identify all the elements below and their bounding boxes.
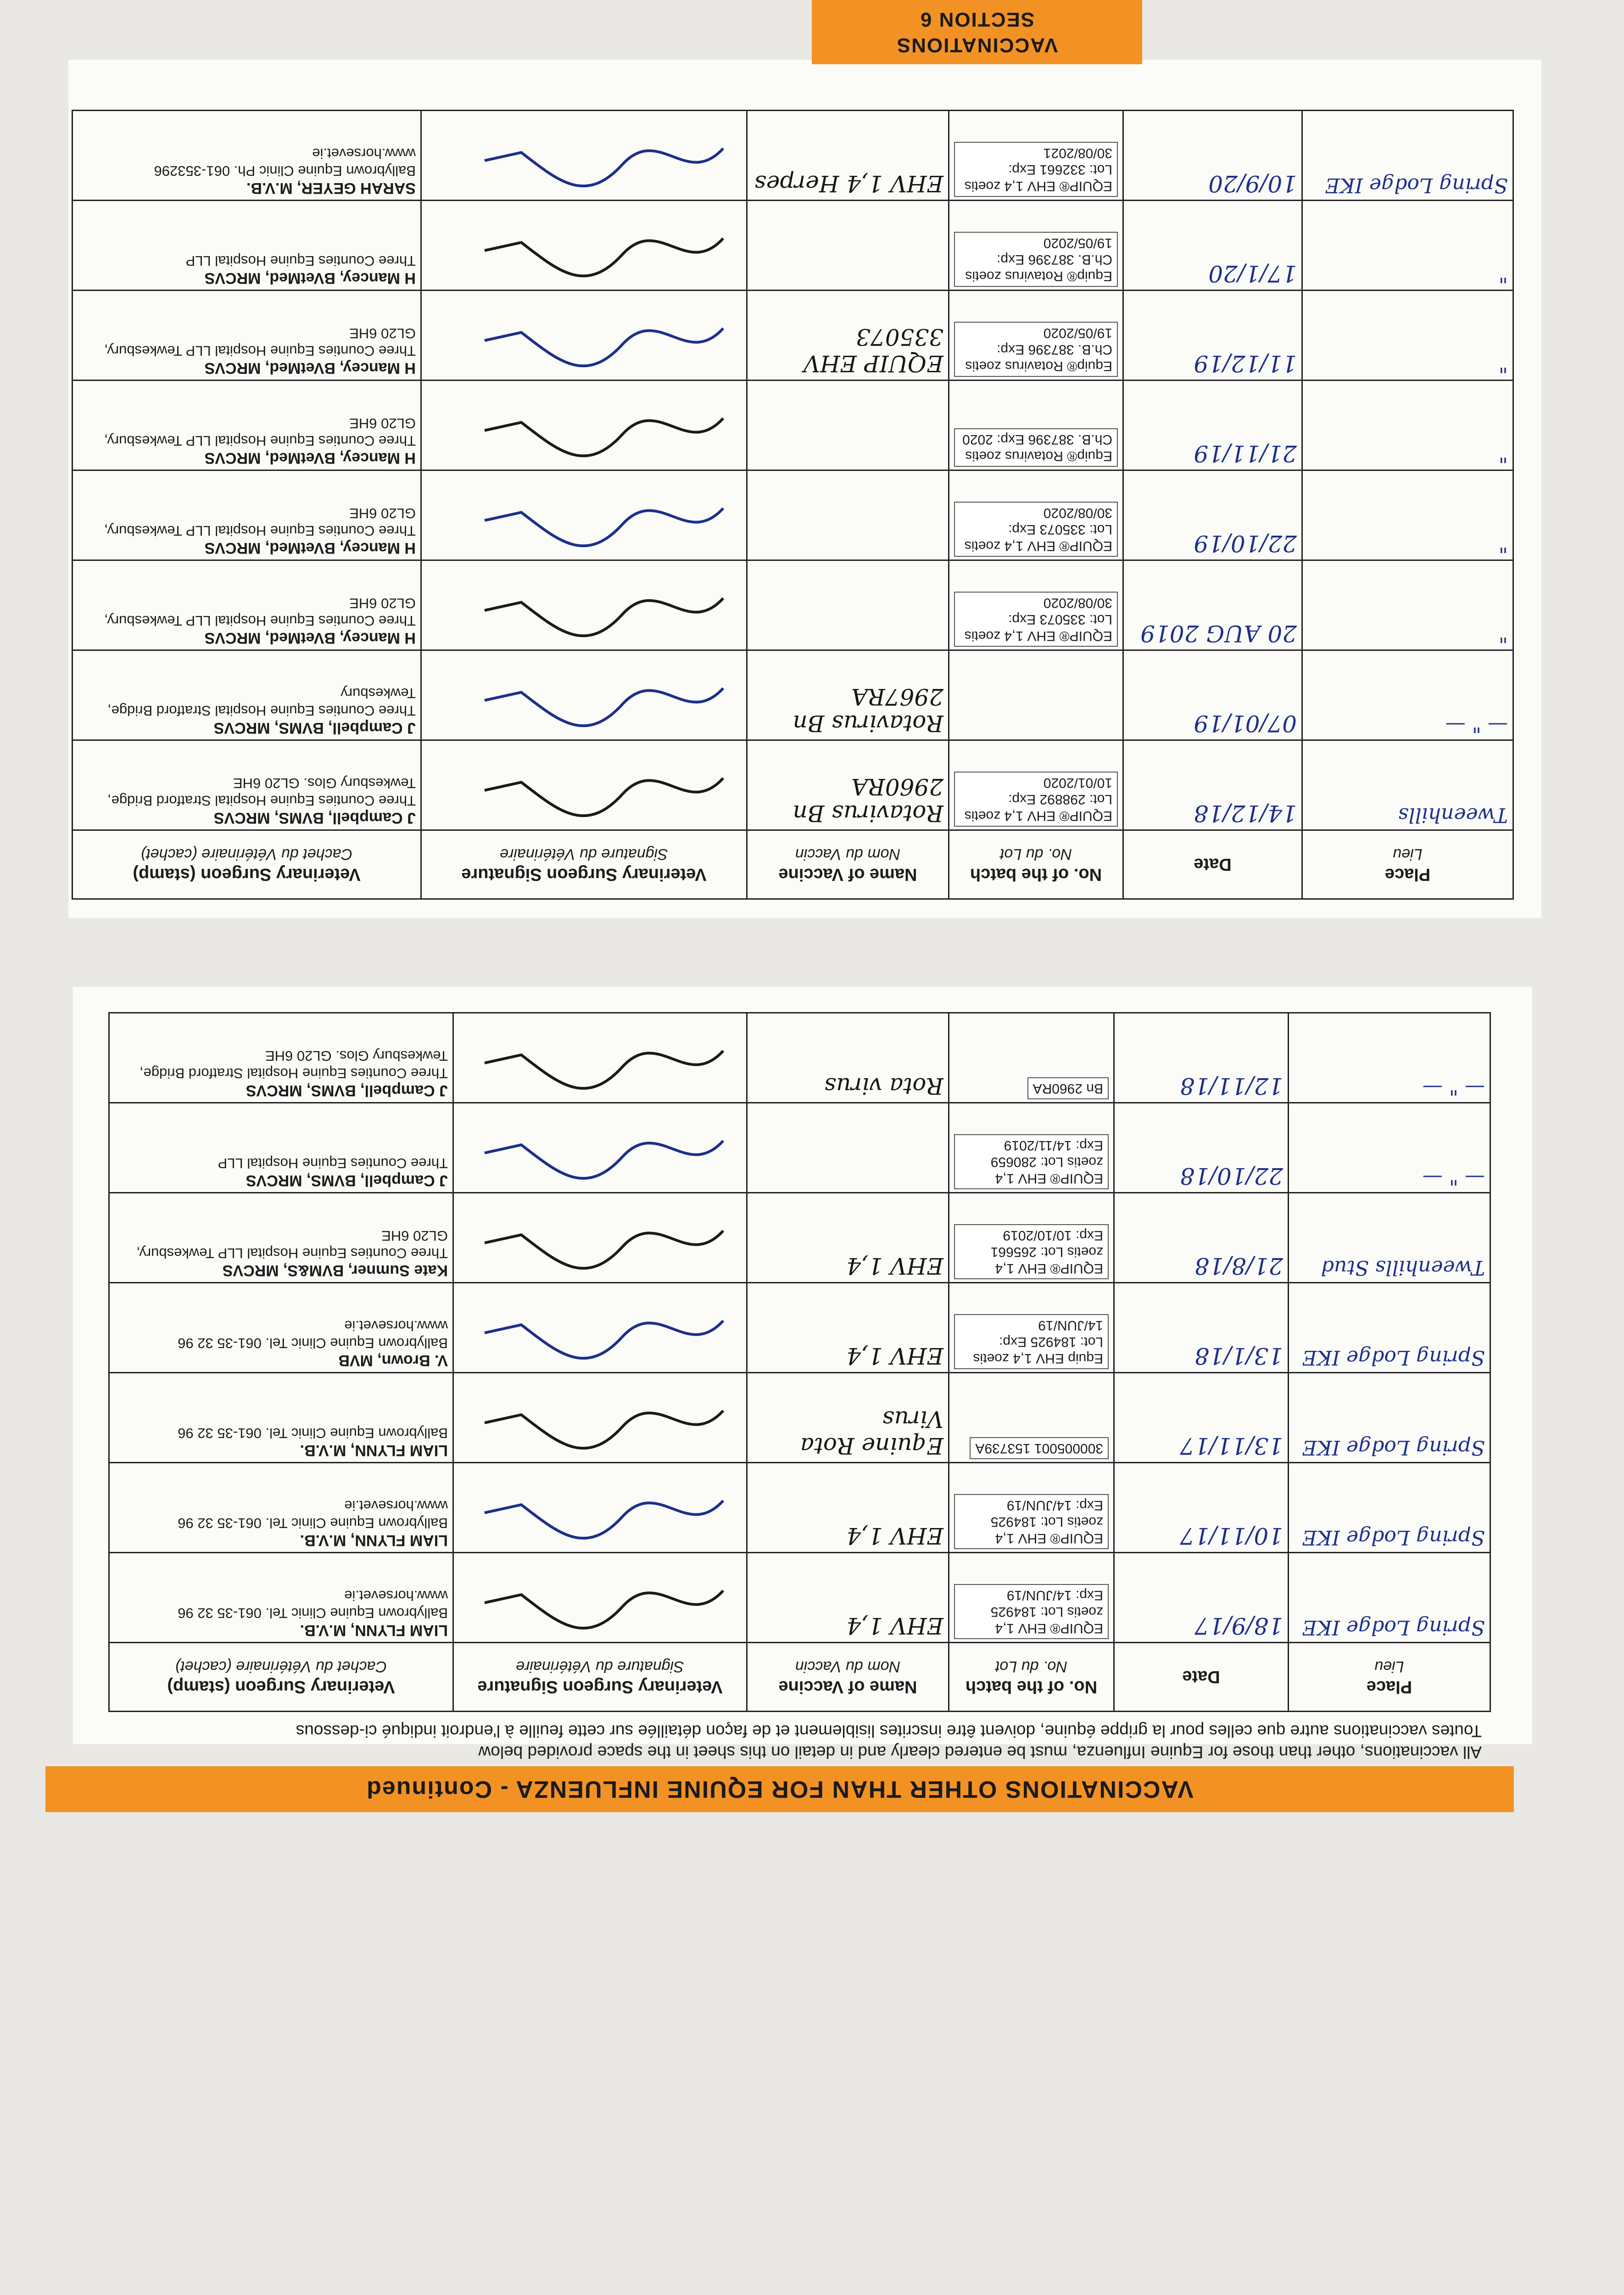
signature-cell (421, 470, 747, 560)
handwritten-place: " (1498, 263, 1508, 287)
table-row (73, 111, 1513, 201)
signature-scribble (466, 1019, 742, 1099)
place-cell (1289, 1193, 1490, 1283)
vaccine-cell (747, 111, 949, 201)
col-batch-header: No. of the batch No. du Lot (949, 1643, 1114, 1712)
signature-scribble (466, 1558, 742, 1639)
vaccine-batch-sticker: EQUIP® EHV 1,4 zoetis Lot: 298892 Exp: 10/01/2020 (954, 772, 1118, 827)
signature-cell (421, 381, 747, 470)
vet-stamp (114, 1227, 448, 1279)
handwritten-date: 07/01/19 (1194, 710, 1297, 737)
batch-cell (949, 1193, 1114, 1283)
stamp-cell (109, 1103, 453, 1193)
handwritten-vaccine: EQUIP EHV 335073 (803, 324, 943, 377)
place-cell (1302, 650, 1513, 740)
stamp-cell (73, 470, 421, 560)
continued-banner (45, 1766, 1514, 1812)
col-place-header: Place Lieu (1289, 1643, 1490, 1712)
vet-clinic: Three Counties Equine Hospital Stratford Bridge, Tewkesbury Glos. GL20 6HE (107, 775, 416, 809)
handwritten-date: 21/8/18 (1194, 1253, 1283, 1279)
vet-name: J Campbell, BVMS, MRCVS (213, 809, 416, 827)
table-row (73, 560, 1513, 650)
intro-text (82, 1720, 1482, 1763)
section-tab (812, 0, 1142, 64)
stamp-cell (109, 1373, 453, 1463)
handwritten-vaccine: EHV 1,4 (846, 1253, 943, 1279)
place-cell (1302, 740, 1513, 830)
signature-scribble (466, 1108, 742, 1189)
signature-cell (421, 560, 747, 650)
handwritten-place: " (1498, 353, 1508, 377)
vet-clinic: Three Counties Equine Hospital Stratford Bridge, Tewkesbury (107, 685, 416, 719)
vet-stamp (78, 504, 416, 557)
section-title: VACCINATIONS (896, 34, 1058, 56)
batch-cell (949, 381, 1123, 470)
vaccine-cell (747, 1193, 949, 1283)
handwritten-date: 11/12/19 (1194, 350, 1297, 377)
stamp-cell (73, 291, 421, 381)
date-cell (1123, 470, 1302, 560)
vet-name: LIAM FLYNN, M.V.B. (300, 1442, 448, 1459)
batch-cell (949, 740, 1123, 830)
place-cell (1302, 111, 1513, 201)
handwritten-date: 10/9/20 (1208, 170, 1297, 197)
handwritten-place: Spring Lodge IKE (1302, 1436, 1485, 1459)
signature-cell (453, 1193, 747, 1283)
col-signature-header-2: Veterinary Surgeon Signature Signature du Vétérinaire (421, 830, 747, 899)
vet-name: H Mancey, BVetMed, MRCVS (204, 269, 416, 287)
vet-stamp (114, 1587, 448, 1639)
vaccine-batch-sticker: EQUIP® EHV 1,4 zoetis Lot: 335073 Exp: 30/08/2020 (954, 592, 1118, 647)
stamp-cell (73, 560, 421, 650)
handwritten-vaccine: Rota virus (824, 1073, 943, 1099)
vet-name: LIAM FLYNN, M.V.B. (300, 1622, 448, 1639)
batch-cell (949, 650, 1123, 740)
handwritten-date: 13/11/17 (1180, 1433, 1283, 1459)
stamp-cell (109, 1463, 453, 1553)
vaccine-batch-sticker: EQUIP® EHV 1,4 zoetis Lot: 265661 Exp: 10/10/2019 (954, 1224, 1109, 1279)
col-date-header: Date (1114, 1643, 1289, 1712)
vet-name: H Mancey, BVetMed, MRCVS (204, 629, 416, 647)
handwritten-vaccine: EHV 1,4 (846, 1523, 943, 1549)
handwritten-vaccine: EHV 1,4 (846, 1343, 943, 1369)
vet-stamp (78, 325, 416, 377)
vet-clinic: Three Counties Equine Hospital LLP Tewkesbury, GL20 6HE (104, 505, 416, 539)
handwritten-date: 13/1/18 (1194, 1343, 1283, 1369)
vet-clinic: Three Counties Equine Hospital LLP Tewkesbury, GL20 6HE (104, 415, 416, 449)
intro-english: All vaccinations, other than those for Equine Influenza, must be entered clearly and in detail on this sheet in the space provided below (478, 1743, 1482, 1762)
handwritten-place: — " — (1422, 1076, 1485, 1099)
col-vaccine-header: Name of Vaccine Nom du Vaccin (747, 1643, 949, 1712)
handwritten-date: 17/1/20 (1208, 260, 1297, 287)
date-cell (1114, 1013, 1289, 1103)
date-cell (1123, 201, 1302, 291)
date-cell (1114, 1463, 1289, 1553)
vaccine-batch-sticker: EQUIP® EHV 1,4 zoetis Lot: 335073 Exp: 30/08/2020 (954, 502, 1118, 557)
handwritten-place: Spring Lodge IKE (1302, 1526, 1485, 1549)
signature-cell (421, 201, 747, 291)
vet-name: SARAH GEYER, M.V.B. (246, 179, 416, 197)
handwritten-date: 22/10/19 (1194, 530, 1297, 557)
col-batch-header-2: No. of the batch No. du Lot (949, 830, 1123, 899)
handwritten-vaccine: Equine Rota Virus (800, 1406, 943, 1459)
handwritten-vaccine: EHV 1,4 Herpes (754, 170, 943, 197)
batch-cell (949, 201, 1123, 291)
vet-clinic: Three Counties Equine Hospital LLP Tewkesbury, GL20 6HE (136, 1228, 448, 1261)
signature-cell (453, 1463, 747, 1553)
lower-vaccination-table (108, 1012, 1491, 1712)
vaccine-cell (747, 1553, 949, 1643)
signature-scribble (466, 476, 742, 557)
vaccine-cell (747, 1013, 949, 1103)
table-row (109, 1463, 1490, 1553)
vet-clinic: Ballybrown Equine Clinic Ph. 061-353296 www.horsevet.ie (154, 146, 416, 179)
vaccine-batch-sticker: Equip® Rotavirus zoetis Ch.B. 387396 Exp: 2020 (954, 428, 1118, 467)
signature-cell (453, 1283, 747, 1373)
handwritten-vaccine: Rotavirus Bn 2960RA (792, 773, 943, 827)
intro-french: Toutes vaccinations autre que celles pour la grippe équine, doivent être inscrites lisiblement et de façon détaillée sur cette feuille à l'endroit indiqué ci-dessous (296, 1722, 1482, 1741)
handwritten-place: — " — (1445, 713, 1508, 737)
vaccine-cell (747, 1283, 949, 1373)
col-stamp-header: Veterinary Surgeon (stamp) Cachet du Vétérinaire (cachet) (109, 1643, 453, 1712)
vet-stamp (78, 774, 416, 827)
handwritten-place: " (1498, 533, 1508, 557)
date-cell (1123, 111, 1302, 201)
signature-cell (453, 1553, 747, 1643)
date-cell (1114, 1373, 1289, 1463)
table-row (73, 381, 1513, 470)
stamp-cell (109, 1193, 453, 1283)
col-place-header-2: Place Lieu (1302, 830, 1513, 899)
handwritten-date: 21/11/19 (1194, 440, 1297, 467)
date-cell (1123, 560, 1302, 650)
vet-stamp (78, 252, 416, 287)
upper-vaccination-table (72, 110, 1514, 900)
handwritten-vaccine: Rotavirus Bn 2967RA (792, 683, 943, 737)
batch-cell (949, 470, 1123, 560)
signature-cell (421, 291, 747, 381)
continued-title: VACCINATIONS OTHER THAN FOR EQUINE INFLUENZA - Continued (366, 1776, 1194, 1802)
signature-scribble (466, 1198, 742, 1279)
vaccine-cell (747, 1103, 949, 1193)
table-row (73, 740, 1513, 830)
signature-scribble (466, 1288, 742, 1369)
vet-name: H Mancey, BVetMed, MRCVS (204, 449, 416, 467)
table-row (73, 470, 1513, 560)
handwritten-date: 22/10/18 (1180, 1163, 1283, 1189)
vet-name: Kate Sumner, BVM&S, MRCVS (222, 1262, 448, 1279)
signature-cell (421, 650, 747, 740)
date-cell (1123, 381, 1302, 470)
stamp-cell (73, 111, 421, 201)
place-cell (1302, 201, 1513, 291)
signature-scribble (466, 116, 742, 197)
stamp-cell (109, 1013, 453, 1103)
vet-clinic: Ballybrown Equine Clinic Tel. 061-35 32 96 (178, 1425, 448, 1441)
vet-stamp (114, 1424, 448, 1459)
batch-cell (949, 1373, 1114, 1463)
vaccine-cell (747, 291, 949, 381)
stamp-cell (73, 740, 421, 830)
vaccine-batch-sticker: EQUIP® EHV 1,4 zoetis Lot: 184925 Exp: 14/JUN/19 (954, 1494, 1109, 1549)
vaccine-batch-sticker: 300005001 153739A (970, 1437, 1109, 1459)
batch-cell (949, 560, 1123, 650)
stamp-cell (109, 1283, 453, 1373)
handwritten-place: " (1498, 443, 1508, 467)
date-cell (1123, 650, 1302, 740)
col-date-header-2: Date (1123, 830, 1302, 899)
vet-name: J Campbell, BVMS, MRCVS (213, 719, 416, 737)
signature-cell (453, 1373, 747, 1463)
batch-cell (949, 1283, 1114, 1373)
vet-clinic: Three Counties Equine Hospital LLP Tewkesbury, GL20 6HE (104, 325, 416, 359)
batch-cell (949, 1553, 1114, 1643)
handwritten-date: 12/11/18 (1180, 1073, 1283, 1099)
col-stamp-header-2: Veterinary Surgeon (stamp) Cachet du Vétérinaire (cachet) (73, 830, 421, 899)
vet-stamp (78, 414, 416, 467)
vet-clinic: Ballybrown Equine Clinic Tel. 061-35 32 96 www.horsevet.ie (178, 1318, 448, 1351)
table-row (73, 650, 1513, 740)
handwritten-date: 14/12/18 (1194, 800, 1297, 827)
vaccine-batch-sticker: EQUIP® EHV 1,4 zoetis Lot: 280659 Exp: 14/11/2019 (954, 1134, 1109, 1189)
signature-scribble (466, 566, 742, 647)
vet-name: J Campbell, BVMS, MRCVS (246, 1172, 448, 1189)
handwritten-place: Spring Lodge IKE (1325, 174, 1508, 197)
vaccine-cell (747, 740, 949, 830)
handwritten-place: Tweenhills (1398, 803, 1508, 827)
stamp-cell (73, 381, 421, 470)
vaccine-cell (747, 560, 949, 650)
handwritten-date: 18/9/17 (1194, 1612, 1283, 1639)
stamp-cell (109, 1553, 453, 1643)
signature-cell (453, 1013, 747, 1103)
vaccine-batch-sticker: Equip® Rotavirus zoetis Ch.B. 387396 Exp: 19/05/2020 (954, 232, 1118, 287)
signature-scribble (466, 386, 742, 467)
vaccine-batch-sticker: Equip EHV 1,4 zoetis Lot: 184925 Exp: 14/JUN/19 (954, 1314, 1109, 1369)
date-cell (1114, 1193, 1289, 1283)
place-cell (1302, 291, 1513, 381)
table-row (109, 1553, 1490, 1643)
vet-clinic: Three Counties Equine Hospital LLP (218, 1155, 448, 1171)
col-vaccine-header-2: Name of Vaccine Nom du Vaccin (747, 830, 949, 899)
date-cell (1123, 291, 1302, 381)
handwritten-place: Tweenhills Stud (1321, 1256, 1485, 1279)
vaccine-cell (747, 650, 949, 740)
place-cell (1289, 1103, 1490, 1193)
vet-name: LIAM FLYNN, M.V.B. (300, 1532, 448, 1549)
vaccine-cell (747, 201, 949, 291)
vaccine-cell (747, 1463, 949, 1553)
place-cell (1289, 1283, 1490, 1373)
place-cell (1302, 560, 1513, 650)
signature-scribble (466, 1378, 742, 1459)
section-number: SECTION 6 (919, 8, 1035, 31)
handwritten-place: " (1498, 623, 1508, 647)
signature-scribble (466, 1468, 742, 1549)
batch-cell (949, 111, 1123, 201)
signature-cell (421, 111, 747, 201)
vet-stamp (114, 1317, 448, 1369)
vet-stamp (78, 594, 416, 647)
handwritten-place: Spring Lodge IKE (1302, 1346, 1485, 1369)
vet-clinic: Three Counties Equine Hospital LLP Tewkesbury, GL20 6HE (104, 595, 416, 629)
batch-cell (949, 1103, 1114, 1193)
vet-stamp (114, 1497, 448, 1549)
date-cell (1114, 1553, 1289, 1643)
place-cell (1289, 1553, 1490, 1643)
vaccine-cell (747, 1373, 949, 1463)
date-cell (1123, 740, 1302, 830)
date-cell (1114, 1283, 1289, 1373)
handwritten-place: Spring Lodge IKE (1302, 1616, 1485, 1639)
signature-cell (453, 1103, 747, 1193)
vet-clinic: Three Counties Equine Hospital LLP (185, 253, 416, 269)
vet-name: V. Brown, MVB (338, 1352, 448, 1369)
handwritten-date: 20 AUG 2019 (1140, 620, 1297, 647)
stamp-cell (73, 201, 421, 291)
signature-scribble (466, 296, 742, 377)
vet-clinic: Three Counties Equine Hospital Stratford Bridge, Tewkesbury Glos. GL20 6HE (139, 1048, 448, 1081)
place-cell (1302, 381, 1513, 470)
signature-cell (421, 740, 747, 830)
place-cell (1289, 1463, 1490, 1553)
vet-name: J Campbell, BVMS, MRCVS (246, 1082, 448, 1099)
signature-scribble (466, 656, 742, 737)
vet-stamp (114, 1047, 448, 1099)
vaccine-cell (747, 470, 949, 560)
table-row (109, 1283, 1490, 1373)
batch-cell (949, 291, 1123, 381)
handwritten-place: — " — (1422, 1166, 1485, 1189)
place-cell (1289, 1013, 1490, 1103)
vaccine-cell (747, 381, 949, 470)
vet-clinic: Ballybrown Equine Clinic Tel. 061-35 32 96 www.horsevet.ie (178, 1498, 448, 1531)
vet-name: H Mancey, BVetMed, MRCVS (204, 359, 416, 377)
vaccine-batch-sticker: EQUIP® EHV 1,4 zoetis Lot: 184925 Exp: 14/JUN/19 (954, 1584, 1109, 1639)
place-cell (1289, 1373, 1490, 1463)
vet-stamp (78, 145, 416, 197)
table-row (73, 291, 1513, 381)
vet-clinic: Ballybrown Equine Clinic Tel. 061-35 32 96 www.horsevet.ie (178, 1588, 448, 1621)
col-signature-header: Veterinary Surgeon Signature Signature du Vétérinaire (453, 1643, 747, 1712)
vaccine-batch-sticker: EQUIP® EHV 1,4 zoetis Lot: 332661 Exp: 30/08/2021 (954, 142, 1118, 197)
vaccine-batch-sticker: Equip® Rotavirus zoetis Ch.B. 387396 Exp: 19/05/2020 (954, 322, 1118, 377)
date-cell (1114, 1103, 1289, 1193)
batch-cell (949, 1463, 1114, 1553)
table-row (109, 1103, 1490, 1193)
batch-cell (949, 1013, 1114, 1103)
vet-name: H Mancey, BVetMed, MRCVS (204, 539, 416, 557)
table-row (109, 1013, 1490, 1103)
table-row (109, 1193, 1490, 1283)
vaccine-batch-sticker: Bn 2960RA (1027, 1077, 1109, 1099)
handwritten-vaccine: EHV 1,4 (846, 1612, 943, 1639)
signature-scribble (466, 206, 742, 287)
vet-stamp (78, 684, 416, 737)
table-row (73, 201, 1513, 291)
vet-stamp (114, 1154, 448, 1189)
place-cell (1302, 470, 1513, 560)
stamp-cell (73, 650, 421, 740)
handwritten-date: 10/11/17 (1180, 1523, 1283, 1549)
signature-scribble (466, 746, 742, 827)
table-row (109, 1373, 1490, 1463)
